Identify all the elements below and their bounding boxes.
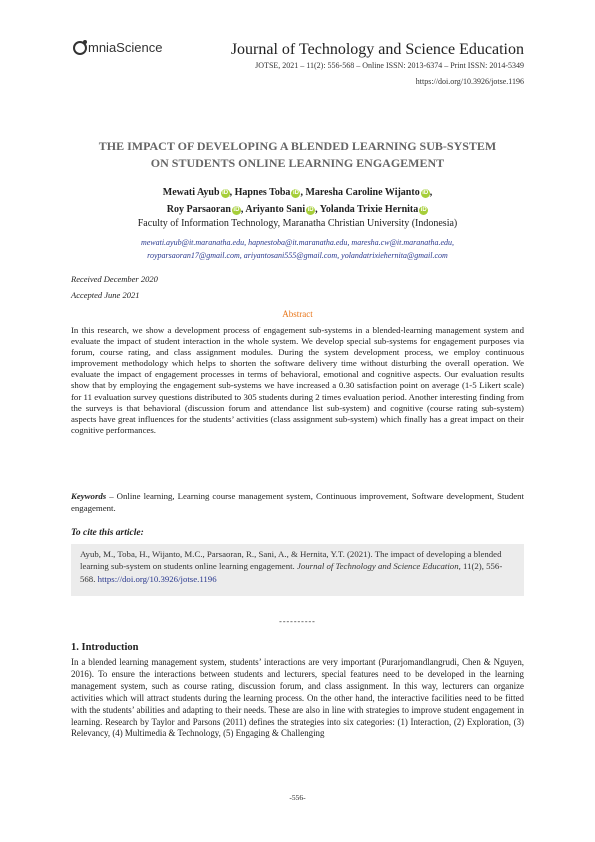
page-number: -556- — [289, 793, 306, 802]
section-separator: ---------- — [279, 617, 316, 626]
paper-title-line-2: ON STUDENTS ONLINE LEARNING ENGAGEMENT — [150, 156, 445, 170]
journal-title: Journal of Technology and Science Education — [230, 41, 524, 58]
introduction-text: In a blended learning management system, students’ interactions are very important (Purarjomandlangrudi, Chen & Nguyen, 2016). To ensure the interactions between students and lecturers, special features need to be developed in the learning management system, such as course rating, discussion forum, and class assignment. In this way, lecturers can organize activities which will attract students during the learning process. On the other hand, the interactive facilities need to be fitted with the students’ abilities and adapting to their needs. These are also in line with strategies to improve student engagement in learning. Research by Taylor and Parsons (2011) defines the strategies into six categories: (1) Interaction, (2) Exploration, (3) Relevancy, (4) Multimedia & Technology, (5) Engaging & Challenging — [71, 657, 524, 739]
author-name: Yolanda Trixie Hernita — [319, 204, 419, 215]
author-name: Ariyanto Sani — [245, 204, 306, 215]
logo-circle-icon — [73, 41, 87, 55]
emails-line-1[interactable]: mewati.ayub@it.maranatha.edu, hapnestoba@it.maranatha.edu, maresha.cw@it.maranatha.edu, — [140, 238, 455, 247]
author-list: Mewati Ayub iD , Hapnes Toba iD , Maresha Caroline Wijanto iD , Roy Parsaoran iD , Ariyanto Sani iD , Yolanda Trixie Hernita iD — [162, 187, 433, 215]
keywords — [71, 491, 524, 514]
citation-doi-link[interactable]: https://doi.org/10.3926/jotse.1196 — [97, 573, 217, 584]
received-date: Received December 2020 — [71, 274, 158, 284]
author-emails — [70, 236, 525, 262]
author-name: Maresha Caroline Wijanto — [305, 187, 420, 198]
orcid-icon[interactable]: iD — [422, 190, 429, 196]
abstract-heading: Abstract — [282, 309, 313, 319]
orcid-icon[interactable]: iD — [307, 207, 314, 213]
emails-line-2[interactable]: royparsaoran17@gmail.com, ariyantosani555@gmail.com, yolandatrixiehernita@gmail.com — [147, 251, 448, 260]
orcid-icon[interactable]: iD — [222, 190, 229, 196]
paper-title-line-1: THE IMPACT OF DEVELOPING A BLENDED LEARNING SUB-SYSTEM — [98, 139, 497, 153]
affiliation: Faculty of Information Technology, Maranatha Christian University (Indonesia) — [137, 218, 458, 229]
introduction-heading: 1. Introduction — [71, 642, 139, 653]
article-dates — [71, 271, 158, 303]
citation-volume: , 11(2), 556-568. — [80, 561, 503, 584]
abstract-text: In this research, we show a development process of engagement sub-systems in a blended-learning management system and evaluate the impact of student interaction in the whole system. We develop special sub-systems for engagement purposes via forum, course rating, and class assignment modules. During the system development process, we employ continuous improvement methodology which helps to shorten the software delivery time without disturbing the overall operation. We evaluate the impact of engagement processes in terms of behavioral, emotional and cognitive aspects. Our evaluation results show that by employing the engagement sub-systems we have increased a 0.30 satisfaction point on average (1-5 Likert scale) for 11 evaluation survey questions distributed to 305 students during 2 times evaluation period. Another interesting finding from the surveys is that behavioral (discussion forum and attendance list sub-system) and cognitive (course rating sub-system) aspects have great influences for the students’ activities (class assignment sub-system) which finally has a great impact on their cognitive performances. — [71, 325, 524, 435]
omniascience-logo — [73, 40, 162, 55]
citation-text — [80, 548, 516, 585]
keywords-list: Online learning, Learning course management system, Continuous improvement, Software development, Student engagement. — [71, 491, 524, 513]
citation-heading: To cite this article: — [71, 528, 144, 538]
author-name: Roy Parsaoran — [166, 204, 231, 215]
citation-plain: Ayub, M., Toba, H., Wijanto, M.C., Parsaoran, R., Sani, A., & Hernita, Y.T. (2021). The impact of developing a blended learning sub-system on students online learning engagement. — [80, 549, 502, 572]
orcid-icon[interactable]: iD — [292, 190, 299, 196]
orcid-icon[interactable]: iD — [420, 207, 427, 213]
journal-meta: JOTSE, 2021 – 11(2): 556-568 – Online ISSN: 2013-6374 – Print ISSN: 2014-5349 — [255, 61, 524, 70]
logo-text: mniaScience — [88, 40, 163, 55]
paper-title — [70, 138, 525, 172]
journal-doi-link[interactable]: https://doi.org/10.3926/jotse.1196 — [415, 77, 524, 86]
keywords-label: Keywords — [71, 491, 107, 501]
keywords-dash: – — [106, 491, 117, 501]
author-name: Hapnes Toba — [234, 187, 291, 198]
citation-journal: Journal of Technology and Science Education — [296, 561, 459, 572]
orcid-icon[interactable]: iD — [233, 207, 240, 213]
accepted-date: Accepted June 2021 — [71, 290, 140, 300]
author-name: Mewati Ayub — [162, 187, 220, 198]
